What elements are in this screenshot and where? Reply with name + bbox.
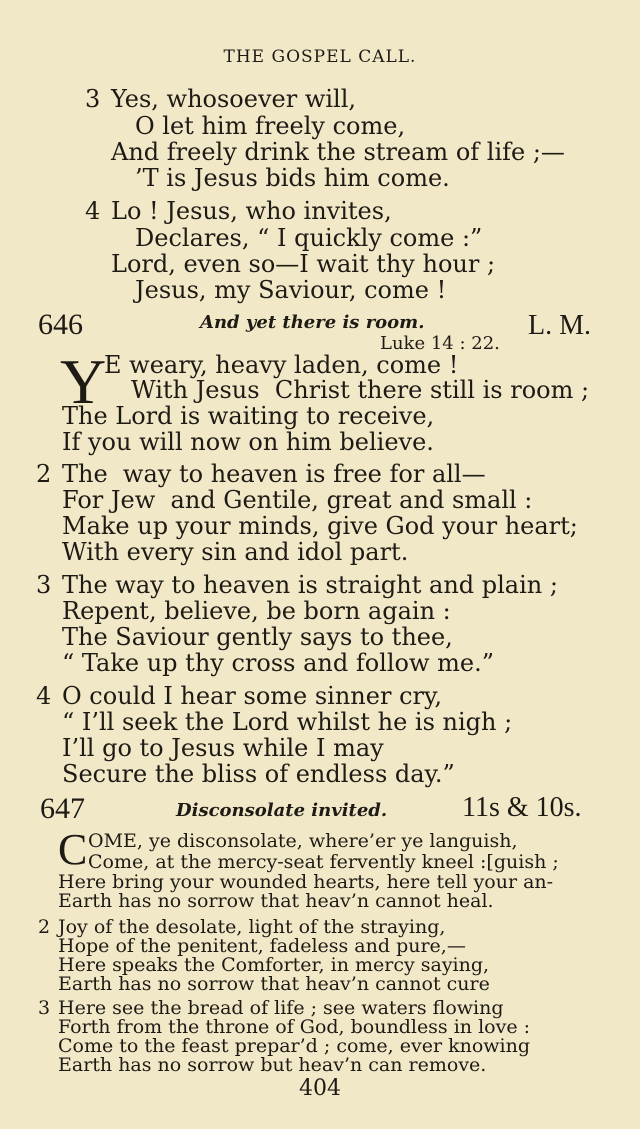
- verse-line: Make up your minds, give God your heart;: [62, 512, 578, 540]
- verse-line: Lord, even so—I wait thy hour ;: [111, 250, 496, 278]
- verse-line: O could I hear some sinner cry,: [62, 682, 442, 710]
- verse-number: 3: [85, 85, 101, 113]
- verse-line: Hope of the penitent, fadeless and pure,—: [58, 935, 466, 957]
- verse-number: 2: [36, 460, 52, 488]
- verse-line: “ I’ll seek the Lord whilst he is nigh ;: [62, 708, 513, 736]
- verse-line: Forth from the throne of God, boundless in love :: [58, 1016, 531, 1038]
- verse-number: 4: [85, 197, 101, 225]
- hymn-number: 646: [38, 308, 83, 341]
- verse-line: I’ll go to Jesus while I may: [62, 734, 384, 762]
- hymn-meter: L. M.: [528, 310, 591, 341]
- verse-line: Jesus, my Saviour, come !: [135, 276, 447, 304]
- hymn-title: And yet there is room.: [200, 312, 425, 333]
- verse-line: ’T is Jesus bids him come.: [135, 164, 450, 192]
- verse-line: For Jew and Gentile, great and small :: [62, 486, 533, 514]
- verse-line: If you will now on him believe.: [62, 428, 434, 456]
- verse-number: 2: [38, 916, 51, 938]
- verse-line: With Jesus Christ there still is room ;: [131, 376, 590, 404]
- verse-line: The Lord is waiting to receive,: [62, 402, 435, 430]
- verse-line: The way to heaven is straight and plain ;: [62, 571, 558, 599]
- verse-line: Earth has no sorrow that heav’n cannot heal.: [58, 890, 494, 912]
- verse-number: 3: [38, 997, 51, 1019]
- verse-line: Joy of the desolate, light of the straying,: [58, 916, 446, 938]
- verse-line: The way to heaven is free for all—: [62, 460, 486, 488]
- verse-line: Declares, “ I quickly come :”: [135, 224, 483, 252]
- drop-cap: Y: [60, 346, 107, 417]
- verse-line: Come to the feast prepar’d ; come, ever knowing: [58, 1035, 531, 1057]
- verse-line: Here bring your wounded hearts, here tell your an-: [58, 871, 554, 893]
- verse-line: Earth has no sorrow that heav’n cannot cure: [58, 973, 490, 995]
- hymn-title: Disconsolate invited.: [176, 800, 388, 821]
- hymn-number: 647: [40, 792, 85, 825]
- page-number: 404: [299, 1076, 341, 1101]
- verse-line: Lo ! Jesus, who invites,: [111, 197, 392, 225]
- drop-cap: C: [58, 825, 88, 874]
- verse-line: The Saviour gently says to thee,: [62, 623, 453, 651]
- verse-line: Come, at the mercy-seat fervently kneel :[guish ;: [88, 851, 559, 873]
- verse-line: With every sin and idol part.: [62, 538, 409, 566]
- verse-line: OME, ye disconsolate, where’er ye languish,: [88, 830, 518, 852]
- verse-line: And freely drink the stream of life ;—: [111, 138, 565, 166]
- verse-line: Earth has no sorrow but heav’n can remove.: [58, 1054, 487, 1076]
- verse-line: Secure the bliss of endless day.”: [62, 760, 455, 788]
- verse-line: O let him freely come,: [135, 112, 406, 140]
- verse-line: “ Take up thy cross and follow me.”: [62, 649, 495, 677]
- scripture-reference: Luke 14 : 22.: [380, 333, 500, 354]
- verse-line: Here see the bread of life ; see waters flowing: [58, 997, 504, 1019]
- verse-line: E weary, heavy laden, come !: [104, 351, 459, 379]
- verse-line: Repent, believe, be born again :: [62, 597, 451, 625]
- running-header: THE GOSPEL CALL.: [223, 47, 417, 67]
- verse-number: 3: [36, 571, 52, 599]
- verse-line: Yes, whosoever will,: [111, 85, 357, 113]
- verse-number: 4: [36, 682, 52, 710]
- verse-line: Here speaks the Comforter, in mercy saying,: [58, 954, 490, 976]
- hymn-meter: 11s & 10s.: [462, 792, 582, 823]
